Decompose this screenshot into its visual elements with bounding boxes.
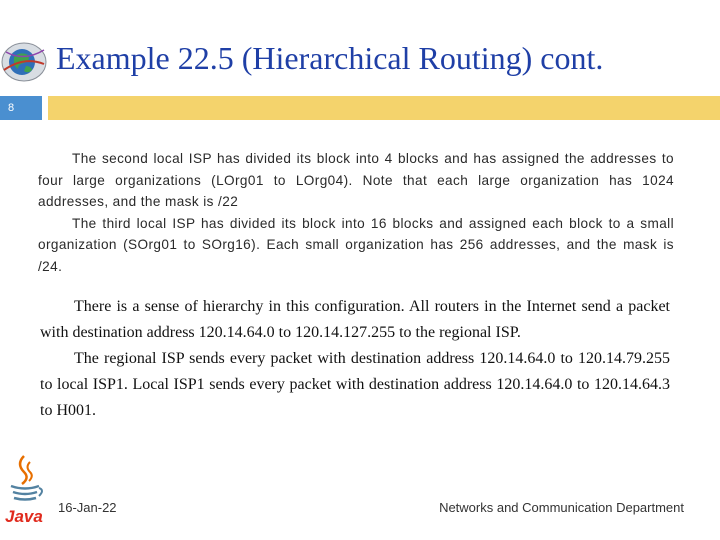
body-text-block-1 [38,148,674,277]
java-logo-text: Java [5,507,43,526]
paragraph-regional-isp: The regional ISP sends every packet with destination address 120.14.64.0 to 120.14.79.255 to local ISP1. Local ISP1 sends every packet with destination address 120.14.64.0 to 120.14.64.3 to H001. [40,350,670,419]
paragraph-hierarchy: There is a sense of hierarchy in this configuration. All routers in the Internet send a packet with destination address 120.14.64.0 to 120.14.127.255 to the regional ISP. [40,298,670,341]
slide-title: Example 22.5 (Hierarchical Routing) cont. [56,40,604,76]
globe-logo-icon [0,40,48,84]
body-text-block-2 [40,294,670,424]
paragraph-small-orgs: The third local ISP has divided its block into 16 blocks and assigned each block to a small organization (SOrg01 to SOrg16). Each small organization has 256 addresses, and the mask is /24. [38,215,674,274]
footer-department: Networks and Communication Department [439,500,684,515]
slide-number-box [0,96,42,120]
footer-date: 16-Jan-22 [58,500,117,515]
title-accent-bar [48,96,720,120]
java-logo-icon [2,452,48,526]
paragraph-large-orgs: The second local ISP has divided its block into 4 blocks and has assigned the addresses to four large organizations (LOrg01 to LOrg04). Note that each large organization has 1024 addresses, and the mask is /22 [38,151,674,209]
slide-number: 8 [8,102,15,114]
